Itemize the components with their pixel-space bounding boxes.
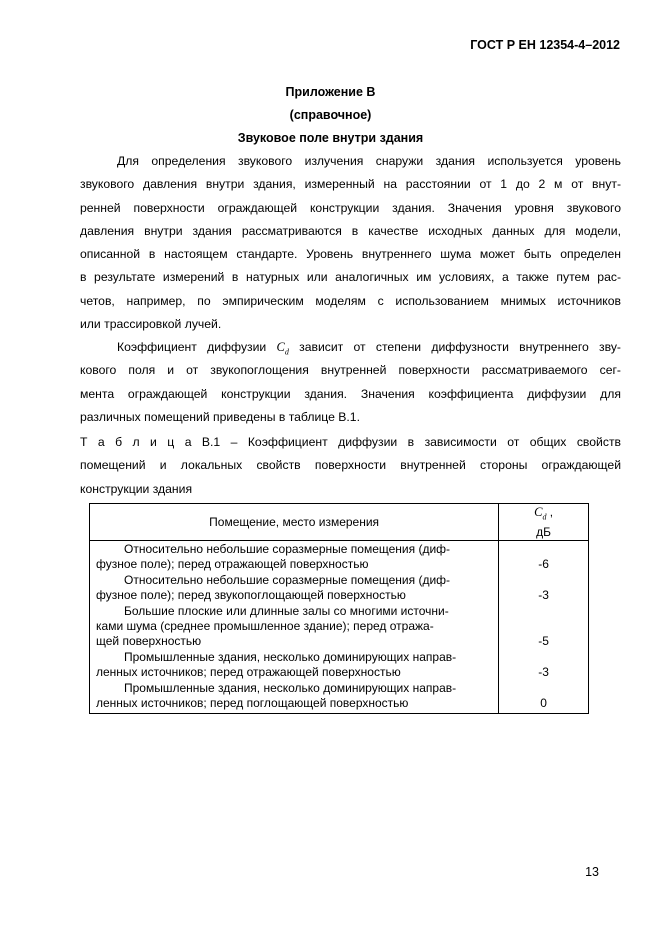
caption-line: конструкции здания — [80, 481, 193, 496]
paragraph-line: четов, например, по эмпирическим моделям с использованием мнимых источников — [80, 293, 621, 308]
paragraph-line: зависит от степени диффузности внутреннего зву- — [299, 340, 621, 354]
appendix-heading: Звуковое поле внутри здания — [237, 131, 424, 145]
paragraph-line: звукового давления внутри здания, измеренный на расстоянии от 1 до 2 м от внут- — [80, 177, 621, 192]
paragraph-sound-pressure — [80, 150, 621, 336]
caption-line: Т а б л и ц а В.1 – Коэффициент диффузии в зависимости от общих свойств — [80, 435, 621, 449]
paragraph-line: описанной в настоящем стандарте. Уровень внутреннего шума может быть определен — [80, 247, 621, 262]
caption-line: помещений и локальных свойств поверхности внутренней стороны ограждающей — [80, 458, 621, 473]
table-caption — [80, 431, 621, 501]
paragraph-line: или трассировкой лучей. — [80, 317, 222, 332]
column-header-cd: $C_d$ , дБ — [499, 504, 589, 541]
standard-code: ГОСТ Р ЕН 12354-4–2012 — [470, 38, 620, 52]
paragraph-diffusion — [80, 336, 621, 429]
diffusion-table — [89, 503, 589, 714]
page-number: 13 — [585, 865, 599, 879]
paragraph-line: ренней поверхности ограждающей конструкции здания. Значения уровня звукового — [80, 200, 621, 215]
paragraph-line: мента ограждающей конструкции здания. Значения коэффициента диффузии для — [80, 386, 621, 401]
table-row — [90, 649, 589, 680]
column-header-room: Помещение, место измерения — [90, 504, 499, 541]
cd-value: -3 — [499, 649, 589, 680]
paragraph-line: давления внутри здания рассматриваются в качестве исходных данных для модели, — [80, 223, 621, 238]
cd-value: -6 — [499, 541, 589, 573]
room-description: Относительно небольшие соразмерные помещения (диф- фузное поле); перед отражающей поверхностью — [90, 541, 499, 573]
paragraph-line: кового поля и от звукопоглощения внутренней поверхности рассматриваемого сег- — [80, 363, 621, 378]
room-description: Промышленные здания, несколько доминирующих направ- ленных источников; перед поглощающей поверхностью — [90, 680, 499, 713]
table-row — [90, 572, 589, 603]
table-row — [90, 680, 589, 713]
cd-value: 0 — [499, 680, 589, 713]
paragraph-line: Для определения звукового излучения снаружи здания используется уровень — [117, 154, 621, 168]
column-unit: дБ — [536, 524, 552, 539]
room-description: Большие плоские или длинные залы со многими источни- ками шума (среднее промышленное здание); перед отража- щей поверхностью — [90, 603, 499, 649]
symbol-cd: $C_d$ — [276, 340, 289, 357]
appendix-status: (справочное) — [289, 108, 372, 122]
room-description: Промышленные здания, несколько доминирующих направ- ленных источников; перед отражающей поверхностью — [90, 649, 499, 680]
paragraph-line: в результате измерений в натурных или аналогичных им условиях, а также путем рас- — [80, 270, 621, 285]
cd-value: -3 — [499, 572, 589, 603]
table-row — [90, 603, 589, 649]
appendix-title: Приложение В — [285, 85, 376, 99]
cd-value: -5 — [499, 603, 589, 649]
paragraph-line: Коэффициент диффузии — [117, 340, 267, 354]
paragraph-line: различных помещений приведены в таблице В.1. — [80, 409, 360, 424]
room-description: Относительно небольшие соразмерные помещения (диф- фузное поле); перед звукопоглощающей поверхностью — [90, 572, 499, 603]
table-row — [90, 541, 589, 573]
